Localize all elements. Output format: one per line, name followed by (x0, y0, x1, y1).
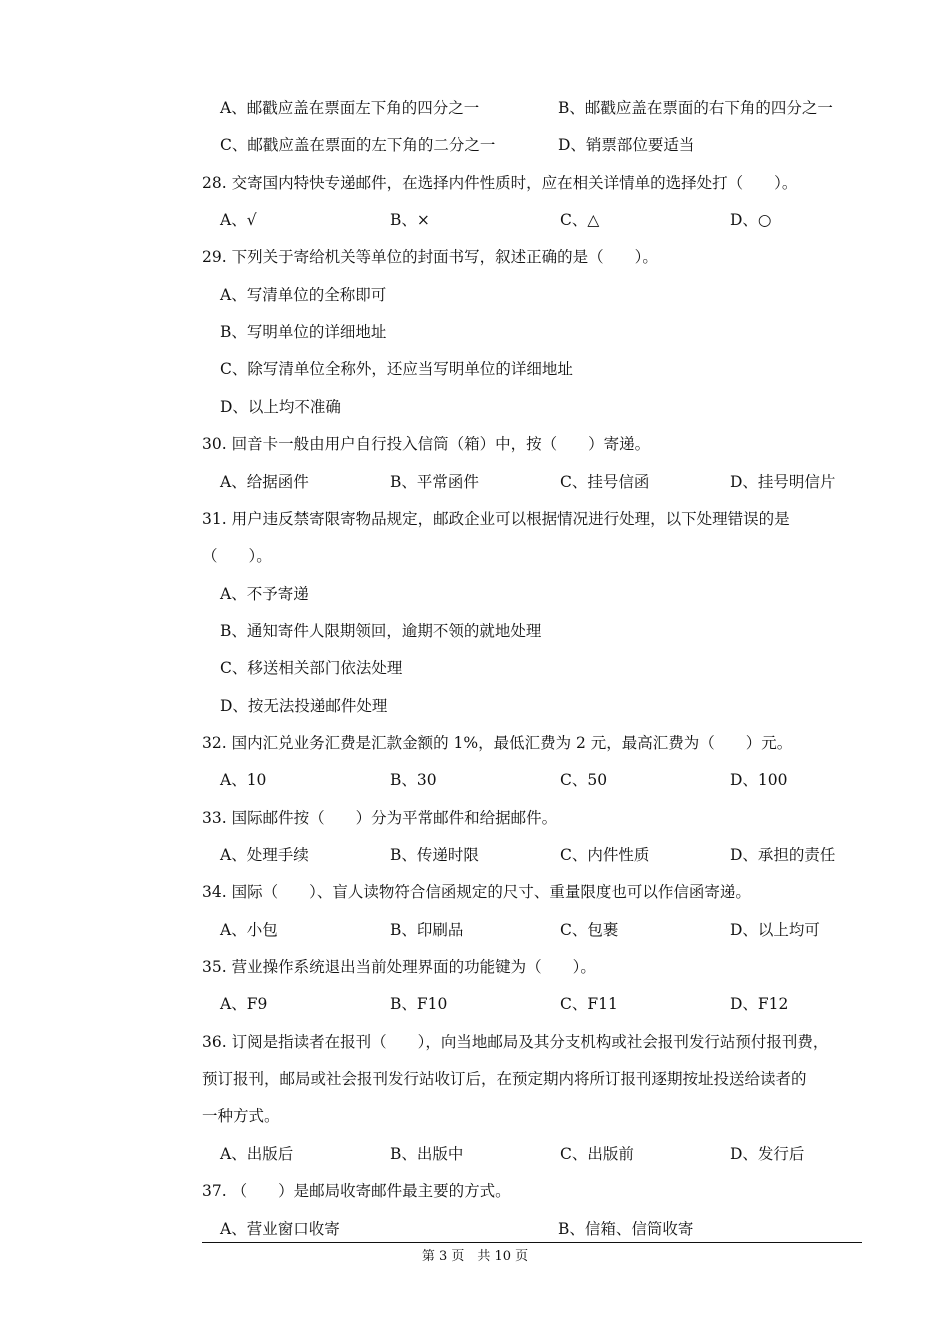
footer-divider (202, 1242, 862, 1243)
answer-option-c: C、F11 (560, 995, 618, 1014)
question-text: 28. 交寄国内特快专递邮件，在选择内件性质时，应在相关详情单的选择处打（ ）。 (202, 173, 798, 192)
question-text: 一种方式。 (202, 1107, 280, 1126)
answer-option-left: C、邮戳应盖在票面的左下角的二分之一 (220, 136, 496, 155)
answer-option-c: C、挂号信函 (560, 472, 650, 491)
answer-options-row (202, 464, 862, 501)
answer-option-b: B、传递时限 (390, 846, 479, 864)
question-text: 29. 下列关于寄给机关等单位的封面书写，叙述正确的是（ ）。 (202, 248, 658, 267)
answer-option: B、写明单位的详细地址 (220, 323, 387, 342)
answer-option-d: D、承担的责任 (730, 846, 836, 864)
answer-options-row (202, 762, 862, 799)
answer-options-row (202, 90, 862, 127)
answer-option-b: B、印刷品 (390, 920, 464, 939)
answer-option-right: B、邮戳应盖在票面的右下角的四分之一 (558, 99, 833, 117)
answer-option-d: D、○ (730, 211, 772, 230)
answer-option: D、以上均不准确 (220, 397, 341, 416)
answer-option-right: D、销票部位要适当 (558, 136, 695, 155)
answer-option-b: B、× (390, 211, 430, 230)
question-text: （ ）。 (202, 547, 272, 566)
question-text: 30. 回音卡一般由用户自行投入信筒（箱）中，按（ ）寄递。 (202, 435, 651, 454)
answer-option-left: A、邮戳应盖在票面左下角的四分之一 (220, 99, 480, 117)
answer-option: C、移送相关部门依法处理 (220, 659, 403, 678)
answer-options-row (202, 1136, 862, 1173)
answer-option-a: A、小包 (220, 920, 278, 939)
answer-options-row (202, 837, 862, 874)
answer-options-row (202, 127, 862, 164)
question-text: 32. 国内汇兑业务汇费是汇款金额的 1%，最低汇费为 2 元，最高汇费为（ ）元。 (202, 733, 793, 752)
page-number-footer: 第 3 页 共 10 页 (421, 1249, 529, 1264)
answer-options-row (202, 986, 862, 1023)
answer-option-a: A、处理手续 (220, 846, 309, 864)
answer-option-a: A、出版后 (220, 1144, 294, 1163)
answer-option-a: A、F9 (220, 995, 268, 1014)
question-text: 33. 国际邮件按（ ）分为平常邮件和给据邮件。 (202, 808, 558, 827)
answer-option-b: B、30 (390, 771, 437, 790)
question-text: 37. （ ）是邮局收寄邮件最主要的方式。 (202, 1182, 511, 1201)
answer-option-b: B、F10 (390, 995, 448, 1014)
answer-option-d: D、发行后 (730, 1144, 805, 1163)
answer-option: A、写清单位的全称即可 (220, 285, 387, 304)
answer-option-c: C、出版前 (560, 1144, 634, 1163)
answer-option-b: B、平常函件 (390, 472, 479, 491)
answer-option: D、按无法投递邮件处理 (220, 696, 388, 715)
answer-options-row (202, 202, 862, 239)
answer-option: C、除写清单位全称外，还应当写明单位的详细地址 (220, 360, 573, 379)
answer-option-c: C、包裹 (560, 920, 619, 939)
answer-option-left: A、营业窗口收寄 (220, 1219, 340, 1238)
question-text: 34. 国际（ ）、盲人读物符合信函规定的尺寸、重量限度也可以作信函寄递。 (202, 883, 751, 902)
answer-option-a: A、√ (220, 211, 257, 230)
question-text: 35. 营业操作系统退出当前处理界面的功能键为（ ）。 (202, 958, 596, 977)
answer-option-a: A、10 (220, 771, 267, 790)
answer-option: B、通知寄件人限期领回，逾期不领的就地处理 (220, 621, 542, 640)
answer-option-a: A、给据函件 (220, 472, 309, 491)
question-text: 预订报刊，邮局或社会报刊发行站收订后，在预定期内将所订报刊逐期按址投送给读者的 (202, 1070, 807, 1089)
answer-option-b: B、出版中 (390, 1144, 464, 1163)
answer-option-d: D、100 (730, 771, 788, 790)
question-text: 31. 用户违反禁寄限寄物品规定，邮政企业可以根据情况进行处理，以下处理错误的是 (202, 509, 790, 528)
answer-option-d: D、以上均可 (730, 920, 820, 939)
answer-option-c: C、△ (560, 211, 600, 230)
answer-options-row (202, 912, 862, 949)
answer-option-right: B、信箱、信筒收寄 (558, 1219, 694, 1238)
answer-option-d: D、F12 (730, 995, 789, 1014)
answer-option-c: C、内件性质 (560, 846, 650, 864)
answer-option-d: D、挂号明信片 (730, 472, 836, 491)
answer-option: A、不予寄递 (220, 584, 309, 603)
question-text: 36. 订阅是指读者在报刊（ ），向当地邮局及其分支机构或社会报刊发行站预付报刊费， (202, 1032, 829, 1051)
answer-option-c: C、50 (560, 771, 608, 790)
